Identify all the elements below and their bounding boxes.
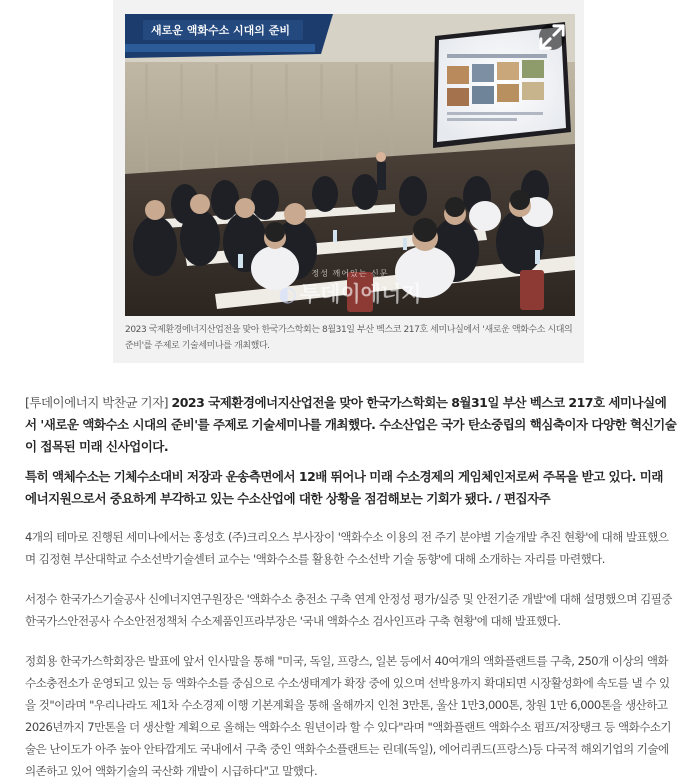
article-body (25, 392, 677, 782)
article-figure (113, 0, 584, 363)
photo-caption: 2023 국제환경에너지산업전을 맞아 한국가스학회는 8월31일 부산 벡스코 217호 세미나실에서 '새로운 액화수소 시대의 준비'를 주제로 기술세미나를 개최했다. (125, 325, 573, 351)
expand-icon (539, 14, 565, 188)
watermark-text: 투데이에너지 (299, 282, 422, 306)
editor-note-text: 특히 액체수소는 기체수소대비 저장과 운송측면에서 12배 뛰어나 미래 수소경제의 게임체인저로써 주목을 받고 있다. 미래 에너지원으로서 중요하게 부각하고 있는 수소산업에 대한 상황을 점검해보는 기회가 됐다. / 편집자주 (25, 469, 663, 506)
article-paragraph: 서정수 한국가스기술공사 신에너지연구원장은 '액화수소 충전소 구축 연계 안정성 평가/실증 및 안전기준 개발'에 대해 설명했으며 김필중 한국가스안전공사 수소안전정책처 수소제품인프라부장은 '국내 액화수소 검사인프라 구축 현황'에 대해 발표했다. (25, 592, 672, 628)
watermark-logo (125, 278, 575, 308)
article-paragraph: 정희용 한국가스학회장은 발표에 앞서 인사말을 통해 "미국, 독일, 프랑스, 일본 등에서 40여개의 액화플랜트를 구축, 250개 이상의 액화수소충전소가 운영되고 있는 등 액화수소를 중심으로 수소생태계가 확장 중에 있으며 선박용까지 확대되면 시장활성화에 속도를 낼 수 있을 것"이라며 "우리나라도 제1차 수소경제 이행 기본계획을 통해 올해까지 인천 3만톤, 울산 1만3,000톤, 창원 1만 6,000톤을 생산하고 2026년까지 7만톤을 더 생산할 계획으로 올해는 액화수소 원년이라 할 수 있다"라며 "액화플랜트 액화수소 펌프/저장탱크 등 액화수소기술은 난이도가 아주 높아 안타깝게도 국내에서 구축 중인 액화수소플랜트는 린데(독일), 에어리퀴드(프랑스)등 다국적 해외기업의 기술에 의존하고 있어 액화기술의 국산화 개발이 시급하다"고 말했다. (25, 654, 672, 778)
watermark-subtitle: 정성 깨어있는 신문 (311, 269, 389, 278)
lead-paragraph (25, 392, 677, 458)
lead-summary: 2023 국제환경에너지산업전을 맞아 한국가스학회는 8월31일 부산 벡스코 217호 세미나실에서 '새로운 액화수소 시대의 준비'를 주제로 기술세미나를 개최했다. 수소산업은 국가 탄소중립의 핵심축이자 다양한 혁신기술이 접목된 미래 신사업이다. (25, 395, 677, 454)
byline: [투데이에너지 박찬균 기자] (25, 395, 169, 410)
editor-note (25, 466, 677, 510)
banner-text: 새로운 액화수소 시대의 준비 (151, 24, 290, 37)
article-paragraph: 4개의 테마로 진행된 세미나에서는 홍성호 (주)크리오스 부사장이 '액화수소 이용의 전 주기 분야별 기술개발 추진 현황'에 대해 발표했으며 김정현 부산대학교 수소선박기술센터 교수는 '액화수소를 활용한 수소선박 기술 동향'에 대해 소개하는 자리를 마련했다. (25, 530, 669, 566)
seminar-photo[interactable] (125, 14, 575, 316)
logo-mark-icon: ◐ (278, 282, 297, 306)
expand-button[interactable] (539, 24, 565, 50)
